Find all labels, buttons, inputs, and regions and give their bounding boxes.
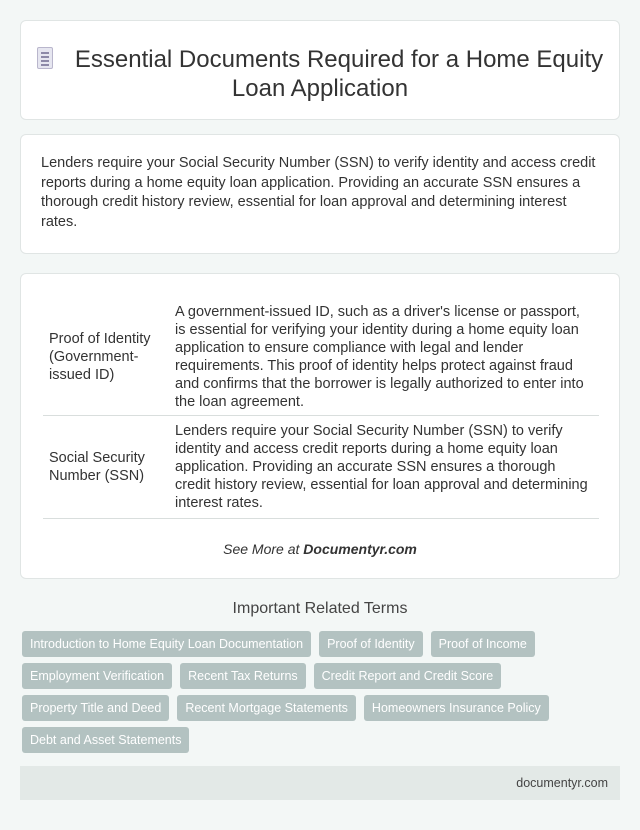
documents-table: [43, 299, 599, 519]
page-title-block: [21, 45, 619, 103]
related-terms-heading: Important Related Terms: [232, 600, 408, 617]
related-term-tag[interactable]: Recent Tax Returns: [180, 663, 306, 689]
related-term-tag[interactable]: Homeowners Insurance Policy: [364, 695, 549, 721]
related-term-tag[interactable]: Proof of Income: [431, 631, 535, 657]
row-term: Proof of Identity (Government-issued ID): [43, 299, 169, 415]
footer: [20, 766, 620, 800]
related-term-tag[interactable]: Introduction to Home Equity Loan Documentation: [22, 631, 311, 657]
related-term-tag[interactable]: Property Title and Deed: [22, 695, 169, 721]
see-more-prefix: See More at: [223, 541, 304, 557]
page-title: Essential Documents Required for a Home Equity Loan Application: [74, 46, 604, 102]
related-terms-list: [22, 631, 612, 753]
see-more-link[interactable]: [21, 541, 619, 557]
row-description: A government-issued ID, such as a driver's license or passport, is essential for verifying your identity during a home equity loan application to ensure compliance with legal and lender requirements. This proof of identity helps protect against fraud and confirms that the borrower is legally authorized to enter into the loan agreement.: [169, 299, 599, 415]
footer-site-link[interactable]: documentyr.com: [516, 776, 608, 790]
related-term-tag[interactable]: Credit Report and Credit Score: [314, 663, 502, 689]
documents-table-card: [20, 273, 620, 579]
title-card: [20, 20, 620, 120]
table-row: [43, 415, 599, 518]
document-icon: [37, 47, 53, 69]
related-term-tag[interactable]: Proof of Identity: [319, 631, 423, 657]
related-term-tag[interactable]: Recent Mortgage Statements: [177, 695, 356, 721]
row-description: Lenders require your Social Security Number (SSN) to verify identity and access credit reports during a home equity loan application. Providing an accurate SSN ensures a thorough credit history review, essential for loan approval and determining interest rates.: [169, 415, 599, 518]
related-term-tag[interactable]: Debt and Asset Statements: [22, 727, 189, 753]
intro-card: [20, 134, 620, 254]
see-more-site: Documentyr.com: [303, 541, 417, 557]
table-row: [43, 299, 599, 415]
intro-text: Lenders require your Social Security Number (SSN) to verify identity and access credit reports during a home equity loan application. Providing an accurate SSN ensures a thorough credit history review, essential for loan approval and determining interest rates.: [41, 155, 596, 230]
related-term-tag[interactable]: Employment Verification: [22, 663, 172, 689]
row-term: Social Security Number (SSN): [43, 415, 169, 518]
